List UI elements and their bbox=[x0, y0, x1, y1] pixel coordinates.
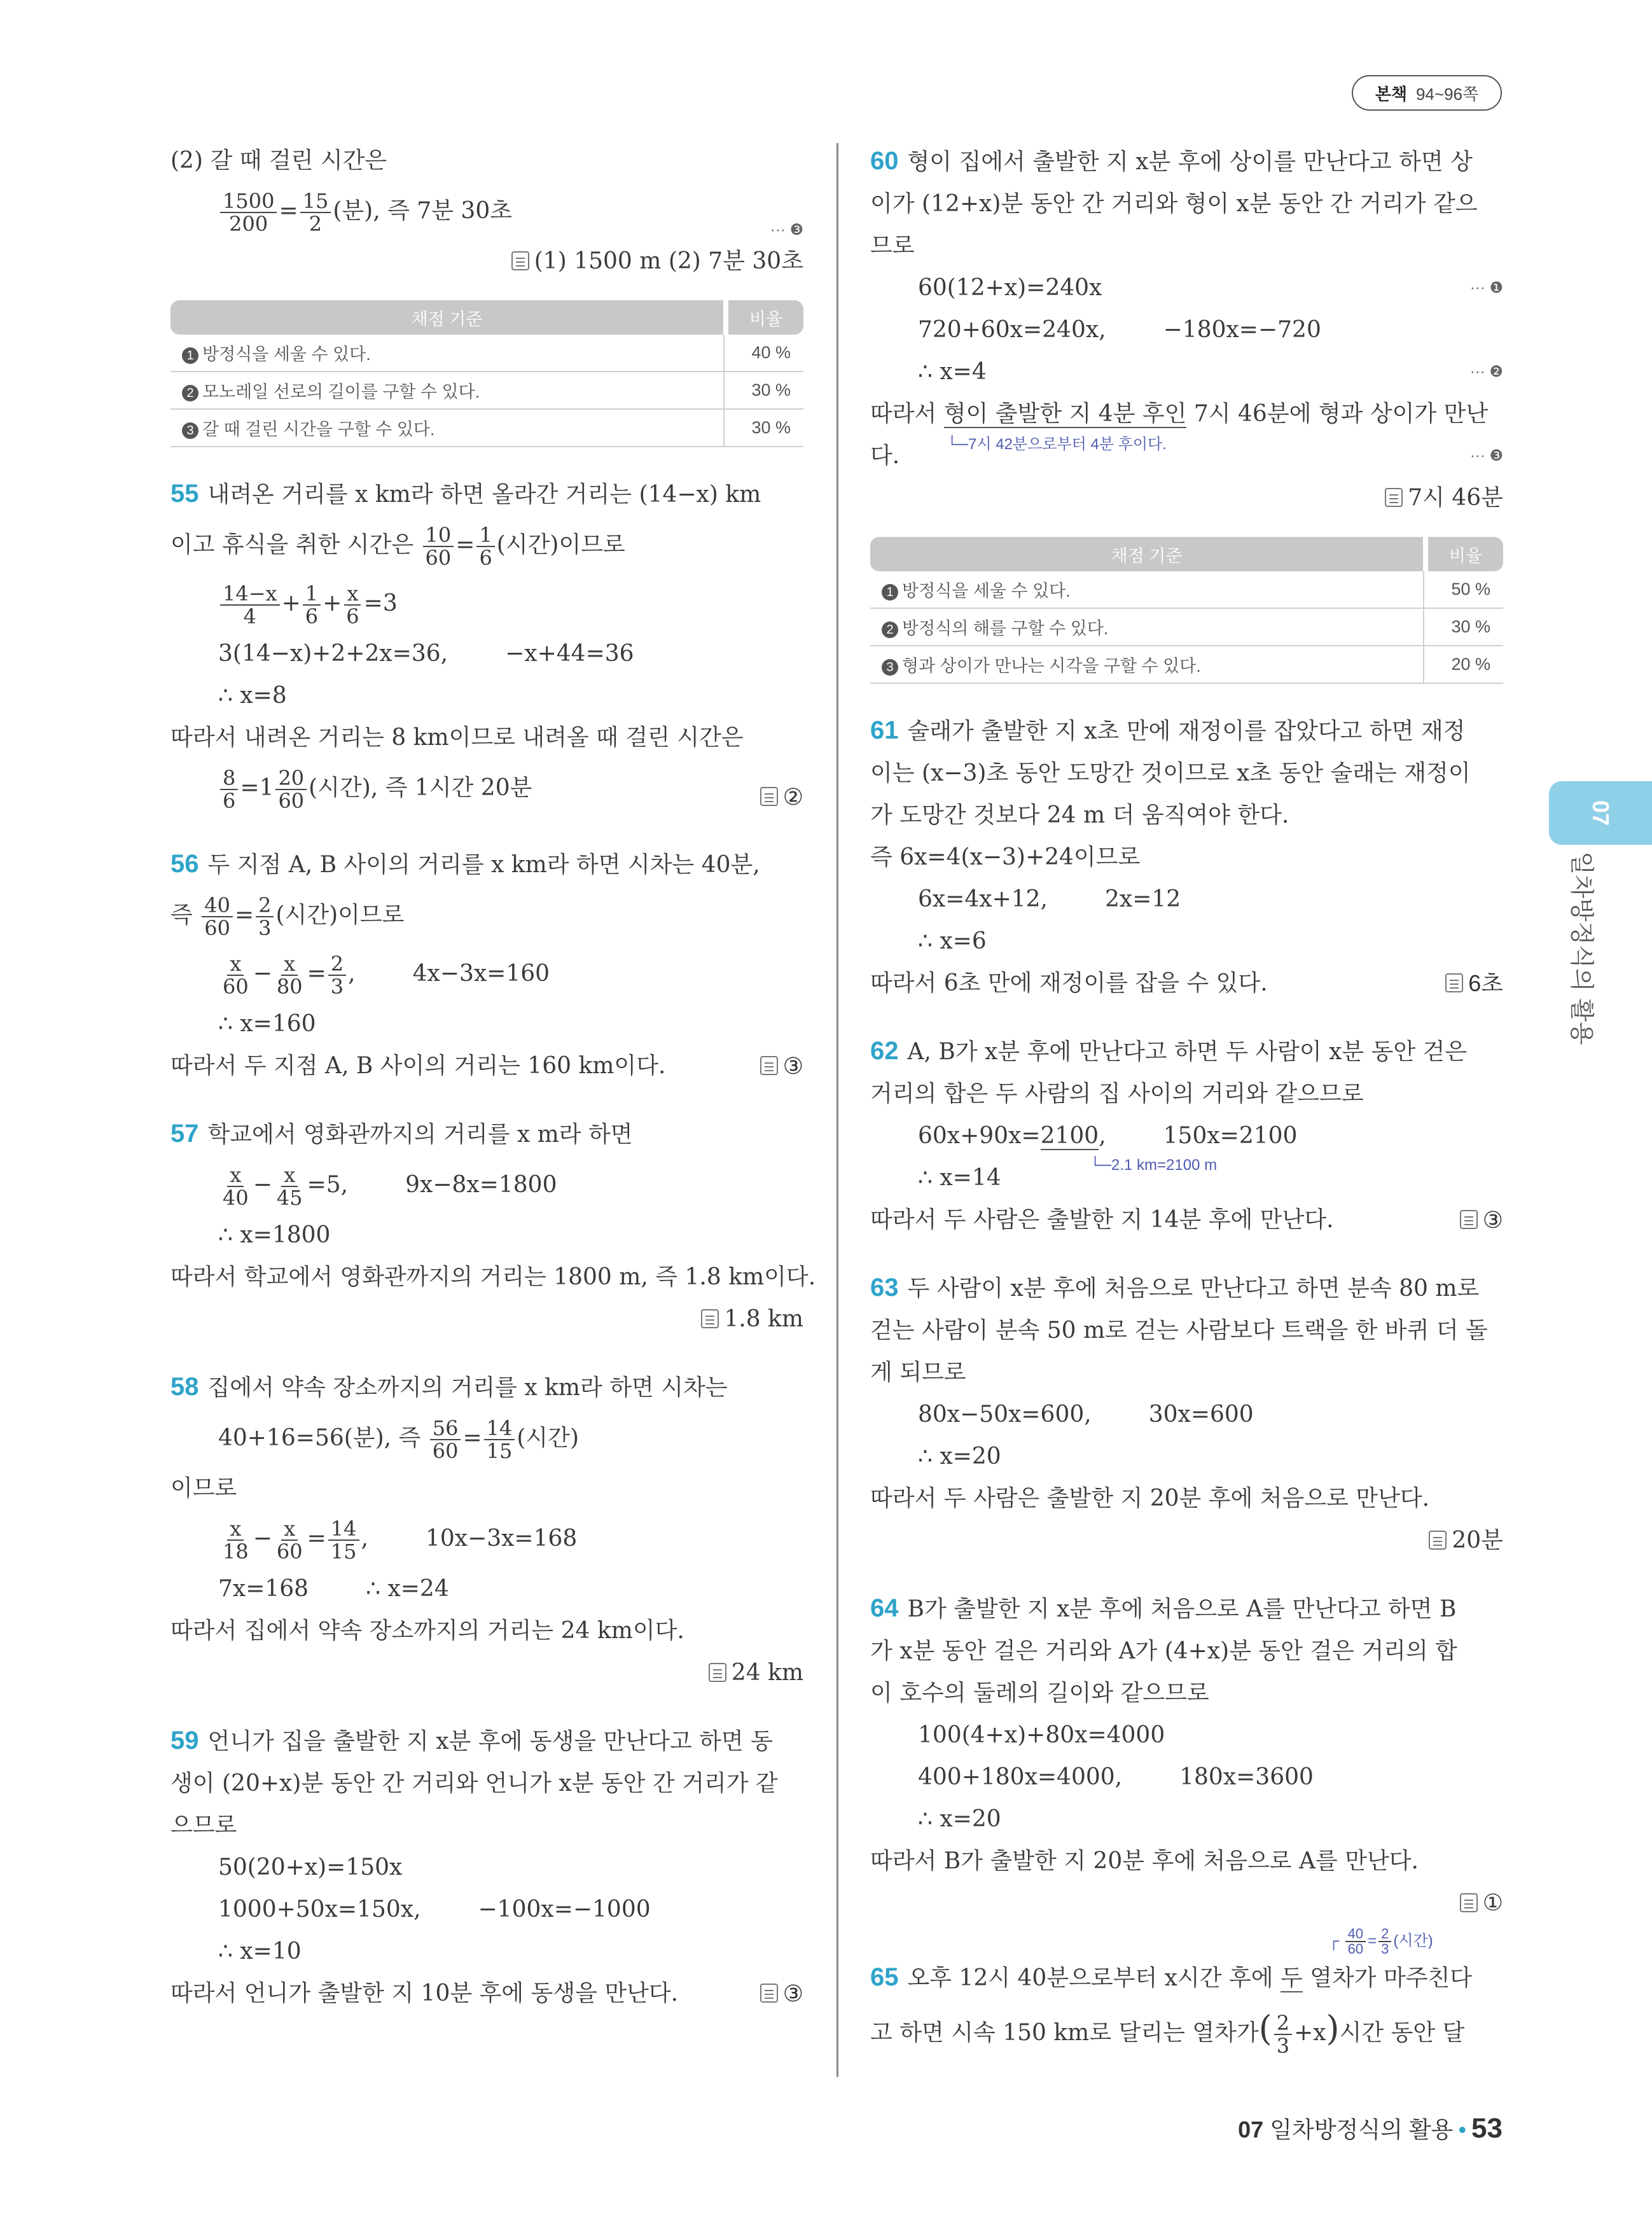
problem-61: 61 술래가 출발한 지 x초 만에 재정이를 잡았다고 하면 재정 이는 (x−3)초 동안 도망간 것이므로 x초 동안 술래는 재정이 가 도망간 것보다 24 m 더 움직여야 한다. 즉 6x=4(x−3)+24이므로 6x=4x+12, 2x=12 ∴ x=6 따라서 6초 만에 재정이를 잡을 수 있다. 6초 bbox=[870, 709, 1503, 1004]
answer-59: ③ bbox=[760, 1973, 803, 2015]
table-row: 2 방정식의 해를 구할 수 있다. 30 % bbox=[870, 609, 1503, 646]
problem-number: 55 bbox=[170, 480, 199, 508]
step-tag: ··· ❸ bbox=[770, 221, 803, 239]
problem-64: 64 B가 출발한 지 x분 후에 처음으로 A를 만난다고 하면 B 가 x분 동안 걸은 거리와 A가 (4+x)분 동안 걸은 거리의 합 이 호수의 둘레의 길이와 같으므로 100(4+x)+80x=4000 400+180x=4000, 180x=3600 ∴ x=20 따라서 B가 출발한 지 20분 후에 처음으로 A를 만난다. ① bbox=[870, 1587, 1503, 1924]
problem-65: ┌ $\frac{40}{60}$ = $\frac{2}{3}$ (시간) 65 오후 12시 40분으로부터 x시간 후에 두 열차가 마주친다 고 하면 시속 150 km로 달리는 열차가( $\frac{2}{3}$ +x)시간 동안 달 bbox=[870, 1927, 1503, 2062]
p54-intro: (2) 갈 때 걸린 시간은 bbox=[170, 148, 387, 174]
step-tag: ··· ❸ bbox=[1469, 447, 1503, 464]
book-page-reference bbox=[1352, 75, 1502, 111]
answer-61: 6초 bbox=[1445, 963, 1503, 1004]
scoring-table-60: 채점 기준 비율 1 방정식을 세울 수 있다. 50 % 2 방정식의 해를 구할 수 있다. 30 % 3 형과 상이가 만나는 시각을 구할 수 있다. 20 % bbox=[870, 537, 1503, 684]
answer-icon bbox=[760, 787, 778, 806]
step-tag: ··· ❷ bbox=[1469, 363, 1503, 380]
column-divider bbox=[836, 143, 838, 2077]
answer-62: ③ bbox=[1460, 1199, 1503, 1241]
left-column bbox=[170, 140, 816, 2015]
right-column bbox=[870, 140, 1503, 2062]
problem-55: 55 내려온 거리를 x km라 하면 올라간 거리는 (14−x) km 이고 휴식을 취한 시간은 $\frac{10}{60}$ = $\frac{1}{6}$ (시간)이므로 $\frac{14-x}{4}$ + $\frac{1}{6}$ + $\frac{x}{6}$ =3 3(14−x)+2+2x=36, −x+44=36 ∴ x=8 따라서 내려온 거리는 8 km이므로 내려올 때 걸린 시간은 $\frac{8}{6}$ =1 $\frac{20}{60}$ (시간), 즉 1시간 20분 ② bbox=[170, 473, 803, 817]
answer-icon bbox=[760, 1056, 778, 1075]
problem-number: 60 bbox=[870, 147, 899, 175]
answer-64: ① bbox=[870, 1882, 1503, 1924]
answer-57: 1.8 km bbox=[170, 1298, 803, 1340]
chapter-tab: 07 bbox=[1549, 781, 1652, 845]
problem-57: 57 학교에서 영화관까지의 거리를 x m라 하면 $\frac{x}{40}$ − $\frac{x}{45}$ =5, 9x−8x=1800 ∴ x=1800 따라서 학교에서 영화관까지의 거리는 1800 m, 즉 1.8 km이다. 1.8 km bbox=[170, 1113, 803, 1340]
annotation-note: └─7시 42분으로부터 4분 후이다. bbox=[947, 436, 1167, 453]
answer-56: ③ bbox=[760, 1045, 803, 1087]
problem-number: 63 bbox=[870, 1274, 899, 1302]
answer-icon bbox=[511, 251, 529, 270]
book-label: 본책 bbox=[1375, 84, 1408, 104]
page-number: 53 bbox=[1471, 2113, 1503, 2144]
problem-number: 62 bbox=[870, 1037, 899, 1065]
answer-icon bbox=[1460, 1210, 1478, 1229]
page-footer: 07 일차방정식의 활용 • 53 bbox=[1238, 2113, 1503, 2144]
problem-58: 58 집에서 약속 장소까지의 거리를 x km라 하면 시차는 40+16=56(분), 즉 $\frac{56}{60}$ = $\frac{14}{15}$ (시간) 이므로 $\frac{x}{18}$ − $\frac{x}{60}$ = $\frac{14}{15}$ , 10x−3x=168 7x=168 ∴ x=24 따라서 집에서 약속 장소까지의 거리는 24 km이다. 24 km bbox=[170, 1366, 803, 1694]
answer-55: ② bbox=[760, 768, 803, 826]
annotation-note: └─2.1 km=2100 m bbox=[1090, 1157, 1218, 1174]
table-row: 1 방정식을 세울 수 있다. 50 % bbox=[870, 571, 1503, 609]
table-row: 1 방정식을 세울 수 있다. 40 % bbox=[170, 335, 803, 372]
answer-54: (1) 1500 m (2) 7분 30초 bbox=[170, 240, 803, 282]
problem-59: 59 언니가 집을 출발한 지 x분 후에 동생을 만난다고 하면 동 생이 (20+x)분 동안 간 거리와 언니가 x분 동안 간 거리가 같 으므로 50(20+x)=150x 1000+50x=150x, −100x=−1000 ∴ x=10 따라서 언니가 출발한 지 10분 후에 동생을 만난다. ③ bbox=[170, 1720, 803, 2015]
problem-62: 62 A, B가 x분 후에 만난다고 하면 두 사람이 x분 동안 걷은 거리의 합은 두 사람의 집 사이의 거리와 같으므로 60x+90x=2100, 150x=2100 ∴ x=14 └─2.1 km=2100 m 따라서 두 사람은 출발한 지 14분 후에 만난다. ③ bbox=[870, 1030, 1503, 1241]
problem-54-part bbox=[170, 140, 803, 447]
p54-eq: $\frac{1500}{200}$ = $\frac{15}{2}$ (분), 즉 7분 30초 ··· ❸ bbox=[170, 182, 803, 240]
answer-icon bbox=[709, 1663, 726, 1682]
answer-icon bbox=[701, 1309, 719, 1328]
answer-icon bbox=[1445, 973, 1463, 992]
table-row: 2 모노레일 선로의 길이를 구할 수 있다. 30 % bbox=[170, 372, 803, 410]
answer-icon bbox=[1460, 1893, 1478, 1912]
answer-icon bbox=[1429, 1531, 1447, 1550]
problem-number: 65 bbox=[870, 1963, 899, 1991]
problem-number: 56 bbox=[170, 850, 199, 878]
step-tag: ··· ❶ bbox=[1469, 279, 1503, 296]
problem-56: 56 두 지점 A, B 사이의 거리를 x km라 하면 시차는 40분, 즉 $\frac{40}{60}$ = $\frac{2}{3}$ (시간)이므로 $\frac{x}{60}$ − $\frac{x}{80}$ = $\frac{2}{3}$ , 4x−3x=160 ∴ x=160 따라서 두 지점 A, B 사이의 거리는 160 km이다. ③ bbox=[170, 843, 803, 1087]
book-pages: 94~96쪽 bbox=[1416, 84, 1479, 104]
problem-60: 60 형이 집에서 출발한 지 x분 후에 상이를 만난다고 하면 상 이가 (12+x)분 동안 간 거리와 형이 x분 동안 간 거리가 같으 므로 60(12+x)=240x ··· ❶ 720+60x=240x, −180x=−720 ∴ x=4 ··· ❷ 따라서 형이 출발한 지 4분 후인 7시 46분에 형과 상이가 만난 다. └─7시 42분으로부터 4분 후이다. ··· ❸ 7시 46분 채점 기준 비율 1 방정식을 세울 수 있다. 50 % 2 방정식의 해를 구할 수 있다. 30 % 3 형과 상이가 만나는 시각을 구할 수 있다. 20 % bbox=[870, 140, 1503, 684]
table-row: 3 형과 상이가 만나는 시각을 구할 수 있다. 20 % bbox=[870, 646, 1503, 684]
answer-icon bbox=[760, 1984, 778, 2003]
table-row: 3 갈 때 걸린 시간을 구할 수 있다. 30 % bbox=[170, 410, 803, 447]
scoring-table-54: 채점 기준 비율 1 방정식을 세울 수 있다. 40 % 2 모노레일 선로의 길이를 구할 수 있다. 30 % 3 갈 때 걸린 시간을 구할 수 있다. 30 % bbox=[170, 300, 803, 447]
problem-number: 59 bbox=[170, 1727, 199, 1755]
problem-number: 58 bbox=[170, 1373, 199, 1401]
answer-58: 24 km bbox=[170, 1652, 803, 1694]
chapter-side-title: 일차방정식의 활용 bbox=[1567, 851, 1595, 1045]
answer-63: 20분 bbox=[870, 1520, 1503, 1562]
problem-number: 57 bbox=[170, 1120, 199, 1148]
answer-60: 7시 46분 bbox=[870, 477, 1503, 519]
annotation-note: ┌ $\frac{40}{60}$ = $\frac{2}{3}$ (시간) bbox=[1328, 1926, 1433, 1957]
problem-number: 64 bbox=[870, 1594, 899, 1622]
answer-icon bbox=[1385, 488, 1403, 507]
problem-number: 61 bbox=[870, 716, 899, 744]
problem-63: 63 두 사람이 x분 후에 처음으로 만난다고 하면 분속 80 m로 걷는 사람이 분속 50 m로 걷는 사람보다 트랙을 한 바퀴 더 돌 게 되므로 80x−50x=600, 30x=600 ∴ x=20 따라서 두 사람은 출발한 지 20분 후에 처음으로 만난다. 20분 bbox=[870, 1267, 1503, 1562]
